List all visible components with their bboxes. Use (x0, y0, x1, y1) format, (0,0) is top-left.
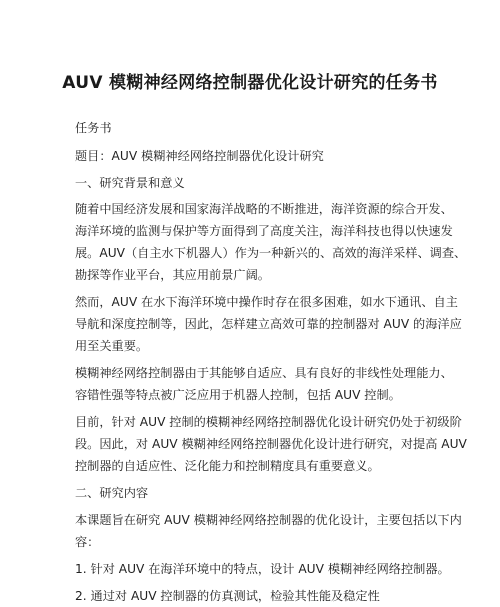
paragraph-line: 导航和深度控制等，因此，怎样建立高效可靠的控制器对 AUV 的海洋应 (75, 317, 462, 331)
list-item: 2. 通过对 AUV 控制器的仿真测试，检验其性能及稳定性 (75, 589, 380, 603)
paragraph-line: 勘探等作业平台，其应用前景广阔。 (75, 268, 270, 282)
paragraph-line: 容： (75, 535, 100, 549)
section1-heading: 一、研究背景和意义 (75, 176, 185, 190)
section2-heading: 二、研究内容 (75, 486, 149, 500)
paragraph-line: 海洋环境的监测与保护等方面得到了高度关注，海洋科技也得以快速发 (75, 224, 453, 238)
document-topic: 题目：AUV 模糊神经网络控制器优化设计研究 (75, 149, 324, 163)
paragraph-line: 用至关重要。 (75, 339, 149, 353)
paragraph-line: 容错性强等特点被广泛应用于机器人控制，包括 AUV 控制。 (75, 388, 401, 402)
paragraph-line: 控制器的自适应性、泛化能力和控制精度具有重要意义。 (75, 459, 380, 473)
paragraph-line: 模糊神经网络控制器由于其能够自适应、具有良好的非线性处理能力、 (75, 366, 453, 380)
paragraph-line: 本课题旨在研究 AUV 模糊神经网络控制器的优化设计，主要包括以下内 (75, 513, 462, 527)
document-title: AUV 模糊神经网络控制器优化设计研究的任务书 (62, 73, 438, 93)
paragraph-line: 随着中国经济发展和国家海洋战略的不断推进，海洋资源的综合开发、 (75, 202, 453, 216)
paragraph-line: 然而，AUV 在水下海洋环境中操作时存在很多困难，如水下通讯、自主 (75, 295, 458, 309)
paragraph-line: 目前，针对 AUV 控制的模糊神经网络控制器优化设计研究仍处于初级阶 (75, 415, 462, 429)
paragraph-line: 段。因此，对 AUV 模糊神经网络控制器优化设计进行研究，对提高 AUV (75, 437, 467, 451)
document-label: 任务书 (75, 121, 112, 135)
paragraph-line: 展。AUV（自主水下机器人）作为一种新兴的、高效的海洋采样、调查、 (75, 246, 467, 260)
list-item: 1. 针对 AUV 在海洋环境中的特点，设计 AUV 模糊神经网络控制器。 (75, 562, 450, 576)
